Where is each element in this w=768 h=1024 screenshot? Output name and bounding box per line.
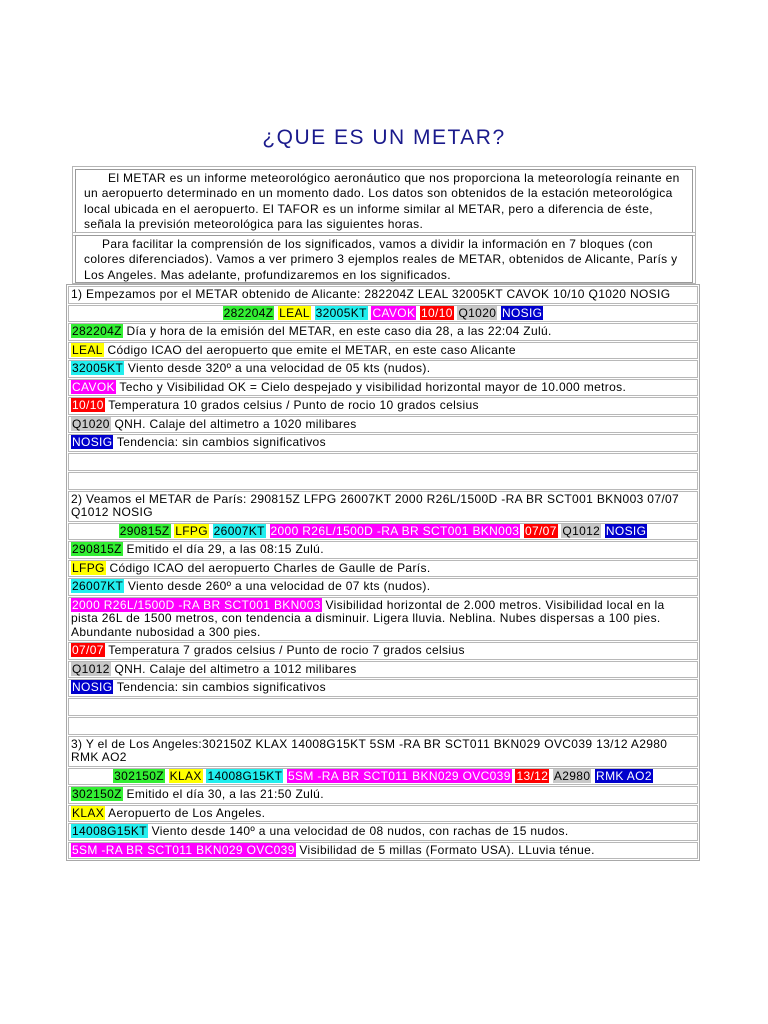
explanation-text: Código ICAO del aeropuerto Charles de Gaulle de París.: [109, 560, 431, 575]
explanation-text: QNH. Calaje del altimetro a 1020 milibares: [114, 416, 357, 431]
explanation-text: Emitido el día 29, a las 08:15 Zulú.: [126, 542, 324, 556]
spacer-row: [68, 472, 698, 490]
explanation-row: [68, 823, 698, 841]
example-header: 2) Veamos el METAR de París: 290815Z LFPG 26007KT 2000 R26L/1500D -RA BR SCT001 BKN003 07/07 Q1012 NOSIG: [68, 491, 698, 522]
metar-token: KLAX: [169, 768, 202, 783]
metar-code: 282204Z: [72, 324, 122, 338]
metar-token: NOSIG: [605, 523, 647, 538]
explanation-text: Techo y Visibilidad OK = Cielo despejado y visibilidad horizontal mayor de 10.000 metros.: [119, 379, 627, 394]
metar-token: Q1012: [562, 523, 601, 538]
spacer-row: [68, 698, 698, 716]
metar-code: Q1020: [72, 416, 110, 431]
metar-token: A2980: [553, 768, 591, 783]
explanation-text: Temperatura 7 grados celsius / Punto de rocio 7 grados celsius: [108, 643, 465, 657]
explanation-row: [68, 434, 698, 452]
metar-token: 26007KT: [213, 523, 265, 538]
intro-paragraph-2: Para facilitar la comprensión de los significados, vamos a dividir la información en 7 bloques (con colores diferenciados). Vamos a ver primero 3 ejemplos reales de METAR, obtenidos de Alicante, París y Los Angeles. Mas adelante, profundizaremos en los significados.: [75, 235, 693, 283]
metar-code: 32005KT: [72, 361, 124, 375]
explanation-text: Emitido el día 30, a las 21:50 Zulú.: [126, 787, 324, 801]
metar-token: Q1020: [458, 305, 497, 320]
explanation-row: [68, 323, 698, 341]
explanation-row: [68, 578, 698, 596]
intro-box-1: [72, 166, 696, 236]
metar-code: 26007KT: [72, 579, 124, 593]
explanation-text: Tendencia: sin cambios significativos: [116, 435, 326, 449]
metar-token: LEAL: [279, 305, 310, 320]
explanation-text: Código ICAO del aeropuerto que emite el METAR, en este caso Alicante: [107, 342, 516, 357]
explanation-text: Viento desde 320º a una velocidad de 05 kts (nudos).: [127, 361, 431, 375]
metar-code: KLAX: [72, 805, 105, 820]
metar-token: 13/12: [516, 768, 549, 783]
metar-code: LEAL: [72, 342, 103, 357]
intro-paragraph-1: El METAR es un informe meteorológico aeronáutico que nos proporciona la meteorología reinante en un aeropuerto determinado en un momento dado. Los datos son obtenidos de la estación meteorológica local ubicada en el aeropuerto. El TAFOR es un informe similar al METAR, pero a diferencia de éste, señala la previsión meteorológica para las siguientes horas.: [75, 169, 693, 233]
metar-token: 2000 R26L/1500D -RA BR SCT001 BKN003: [270, 523, 520, 538]
explanation-row: [68, 360, 698, 378]
metar-token: 5SM -RA BR SCT011 BKN029 OVC039: [288, 768, 511, 783]
metar-token: 10/10: [421, 305, 453, 320]
explanation-row: [68, 379, 698, 397]
metar-token-line: [68, 523, 698, 541]
metar-token: LFPG: [175, 523, 208, 538]
explanation-row: [68, 661, 698, 679]
explanation-row: [68, 560, 698, 578]
page-title: ¿QUE ES UN METAR?: [262, 126, 506, 149]
explanation-row: [68, 786, 698, 804]
intro-box-2: [72, 232, 696, 284]
metar-code: LFPG: [72, 560, 105, 575]
explanation-text: Temperatura 10 grados celsius / Punto de rocio 10 grados celsius: [108, 398, 479, 412]
metar-code: Q1012: [72, 661, 110, 676]
explanation-text: Visibilidad de 5 millas (Formato USA). LLuvia ténue.: [299, 842, 595, 857]
metar-token-line: [68, 305, 698, 323]
metar-token: 14008G15KT: [207, 768, 283, 783]
example-header: 1) Empezamos por el METAR obtenido de Alicante: 282204Z LEAL 32005KT CAVOK 10/10 Q1020 NOSIG: [68, 286, 698, 304]
metar-code: 290815Z: [72, 542, 122, 556]
explanation-text: Día y hora de la emisión del METAR, en este caso dia 28, a las 22:04 Zulú.: [126, 324, 552, 338]
metar-token-line: [68, 768, 698, 786]
explanation-text: Aeropuerto de Los Angeles.: [108, 805, 266, 820]
explanation-row: [68, 541, 698, 559]
explanation-text: QNH. Calaje del altimetro a 1012 milibares: [114, 661, 357, 676]
example-header: 3) Y el de Los Angeles:302150Z KLAX 14008G15KT 5SM -RA BR SCT011 BKN029 OVC039 13/12 A2980 RMK AO2: [68, 736, 698, 767]
metar-token: 290815Z: [119, 523, 170, 538]
metar-token: 282204Z: [223, 305, 274, 320]
explanation-row: [68, 397, 698, 415]
metar-code: NOSIG: [72, 435, 113, 449]
explanation-row: [68, 842, 698, 860]
metar-token: 07/07: [524, 523, 557, 538]
metar-code: NOSIG: [72, 680, 113, 694]
explanation-text: Viento desde 260º a una velocidad de 07 kts (nudos).: [127, 579, 431, 593]
explanation-row: [68, 679, 698, 697]
metar-code: 2000 R26L/1500D -RA BR SCT001 BKN003: [72, 597, 321, 612]
metar-code: 302150Z: [72, 787, 122, 801]
metar-token: 32005KT: [315, 305, 367, 320]
metar-code: 14008G15KT: [72, 824, 147, 838]
explanation-row: [68, 342, 698, 360]
metar-code: 10/10: [72, 398, 104, 412]
metar-code: 07/07: [72, 643, 104, 657]
explanation-text: Tendencia: sin cambios significativos: [116, 680, 326, 694]
explanation-row: [68, 597, 698, 642]
metar-code: CAVOK: [72, 379, 115, 394]
metar-code: 5SM -RA BR SCT011 BKN029 OVC039: [72, 842, 295, 857]
metar-table: [66, 284, 700, 861]
spacer-row: [68, 453, 698, 471]
explanation-row: [68, 805, 698, 823]
metar-token: CAVOK: [372, 305, 416, 320]
spacer-row: [68, 717, 698, 735]
metar-token: RMK AO2: [596, 768, 652, 783]
metar-token: NOSIG: [501, 305, 543, 320]
explanation-text: Viento desde 140º a una velocidad de 08 nudos, con rachas de 15 nudos.: [151, 824, 569, 838]
explanation-text: Visibilidad horizontal de 2.000 metros. Visibilidad local en la pista 26L de 1500 metros, con tendencia a disminuir. Ligera lluvia. Neblina. Nubes dispersas a 100 pies. Abundante nubosidad a 300 pies.: [71, 597, 665, 639]
explanation-row: [68, 416, 698, 434]
explanation-row: [68, 642, 698, 660]
metar-token: 302150Z: [114, 768, 164, 783]
